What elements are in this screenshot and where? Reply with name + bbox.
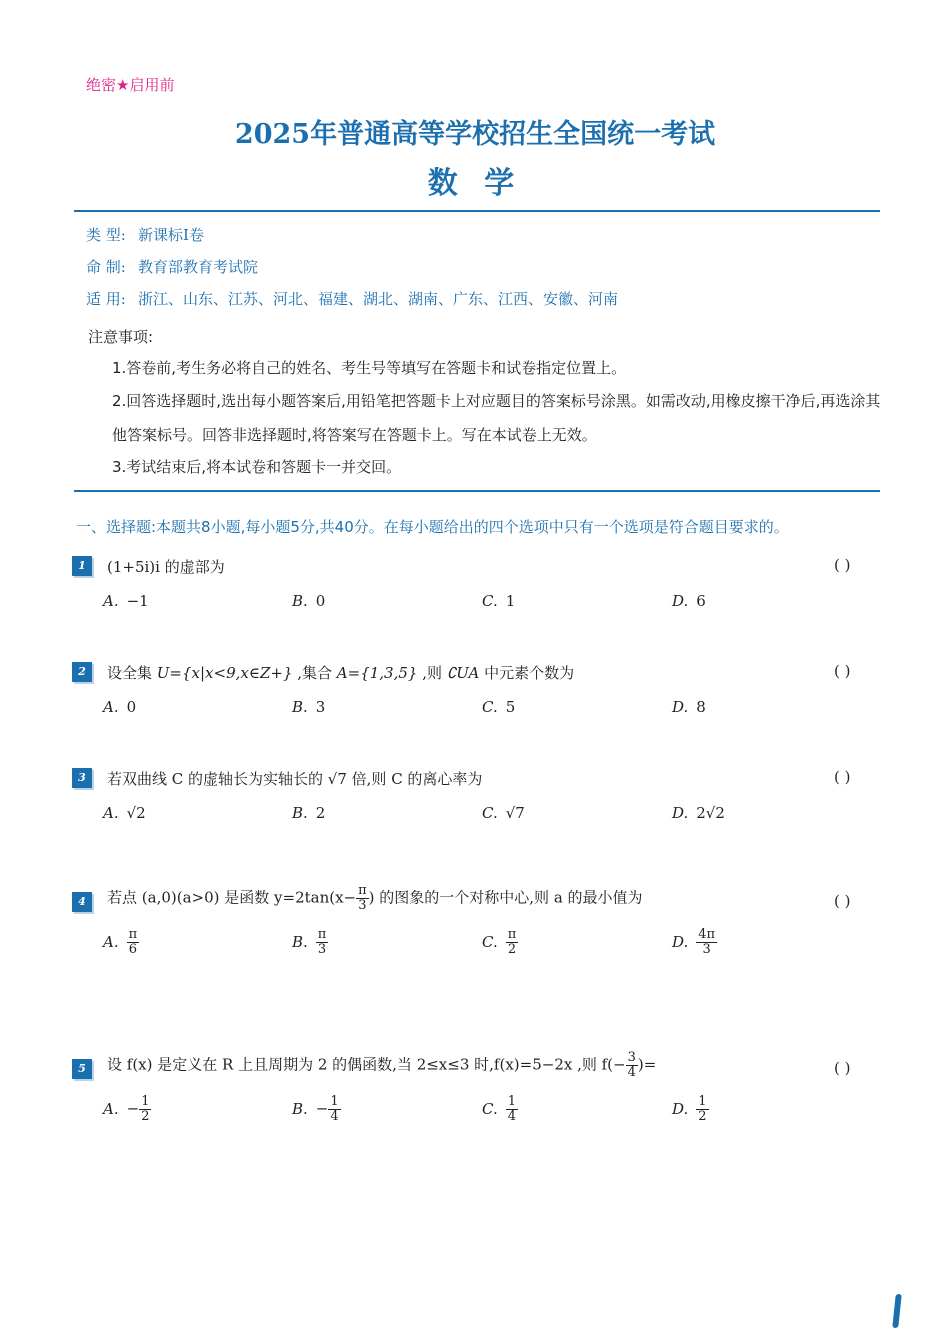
- subject-title: 数 学: [427, 166, 523, 201]
- meta-value: 教育部教育考试院: [138, 258, 259, 276]
- exam-title: 2025年普通高等学校招生全国统一考试: [234, 119, 716, 150]
- option-b: [292, 592, 325, 610]
- answer-bracket: ( ): [834, 1059, 851, 1077]
- option-a: [103, 1095, 151, 1124]
- question-number-badge: 4: [72, 892, 92, 912]
- q2-text-part: ,则: [417, 664, 447, 682]
- fraction-denominator: 4: [330, 1109, 339, 1124]
- option-c: [482, 592, 515, 610]
- option-label: D.: [672, 592, 689, 610]
- meta-key: 类 型:: [86, 226, 126, 244]
- fraction-numerator: π: [358, 883, 367, 898]
- option-a: [103, 928, 139, 957]
- option-value: 1: [505, 592, 516, 610]
- option-d: [672, 804, 725, 822]
- option-d: [672, 1095, 709, 1124]
- question-5-text: [107, 1051, 656, 1080]
- meta-regions: [86, 288, 618, 309]
- option-b: [292, 698, 325, 716]
- fraction-denominator: 3: [317, 942, 327, 957]
- option-value: 6: [696, 592, 706, 610]
- fraction-denominator: 3: [702, 942, 711, 957]
- fraction-numerator: 3: [627, 1050, 636, 1065]
- question-4-text: [107, 884, 643, 913]
- q5-text-part: )=: [637, 1055, 657, 1074]
- fraction-numerator: π: [317, 927, 327, 942]
- notes-title: 注意事项:: [88, 328, 154, 346]
- meta-key: 适 用:: [86, 290, 126, 308]
- question-number-badge: 1: [72, 556, 92, 576]
- fraction-numerator: 1: [698, 1094, 707, 1109]
- option-value: 3: [315, 698, 326, 716]
- answer-bracket: ( ): [834, 892, 851, 910]
- option-label: A.: [103, 698, 119, 716]
- option-d: [672, 698, 706, 716]
- option-b: [292, 804, 325, 822]
- option-b: [292, 928, 328, 957]
- option-fraction: [506, 1095, 518, 1124]
- fraction-denominator: 6: [128, 942, 138, 957]
- note-item-2: [112, 384, 882, 452]
- meta-author: [86, 256, 258, 277]
- option-label: C.: [482, 804, 498, 822]
- fraction-numerator: 1: [507, 1094, 516, 1109]
- q2-set-a: A={1,3,5}: [336, 664, 418, 682]
- option-b: [292, 1095, 341, 1124]
- option-c: [482, 698, 515, 716]
- option-label: B.: [292, 1099, 308, 1118]
- option-value: −1: [126, 592, 149, 610]
- q5-text-part: 设 f(x) 是定义在 R 上且周期为 2 的偶函数,当 2≤x≤3 时,f(x)=5−2x ,则 f(−: [107, 1055, 626, 1074]
- option-label: D.: [672, 1099, 689, 1118]
- q2-text-part: ,集合: [292, 664, 337, 682]
- fraction-denominator: 3: [358, 898, 367, 913]
- q4-fraction: [356, 884, 369, 913]
- section-heading: 一、选择题:本题共8小题,每小题5分,共40分。在每小题给出的四个选项中只有一个选项是符合题目要求的。: [76, 518, 789, 536]
- fraction-numerator: 1: [330, 1094, 339, 1109]
- confidential-label: 绝密★启用前: [86, 76, 175, 94]
- option-value: 0: [315, 592, 326, 610]
- question-2-text: [107, 662, 574, 683]
- meta-value: 新课标Ⅰ卷: [138, 226, 204, 244]
- option-value: 2√2: [696, 804, 725, 822]
- note-item-3: 3.考试结束后,将本试卷和答题卡一并交回。: [112, 458, 402, 476]
- fraction-numerator: 1: [141, 1094, 150, 1109]
- note-item-2-text: 2.回答选择题时,选出每小题答案后,用铅笔把答题卡上对应题目的答案标号涂黑。如需改动,用橡皮擦干净后,再选涂其他答案标号。回答非选择题时,将答案写在答题卡上。写在本试卷上无效。: [112, 392, 881, 444]
- fraction-numerator: 4π: [698, 927, 716, 942]
- answer-bracket: ( ): [834, 768, 851, 786]
- option-a: [103, 592, 149, 610]
- option-fraction: [696, 1095, 708, 1124]
- option-label: A.: [103, 1099, 119, 1118]
- fraction-denominator: 2: [698, 1109, 707, 1124]
- option-value: √2: [126, 804, 146, 822]
- option-value: 5: [505, 698, 516, 716]
- question-number-badge: 5: [72, 1059, 92, 1079]
- option-fraction: [127, 928, 140, 957]
- option-value: 8: [696, 698, 706, 716]
- option-sign: −: [315, 1099, 329, 1118]
- divider-bottom: [74, 490, 880, 492]
- page-mark: [892, 1294, 902, 1328]
- q2-complement: ∁UA: [446, 664, 480, 682]
- option-value: 2: [315, 804, 326, 822]
- q2-set-u: U={x|x<9,x∈Z+}: [156, 664, 293, 682]
- option-label: C.: [482, 698, 498, 716]
- fraction-numerator: π: [128, 927, 138, 942]
- option-d: [672, 592, 706, 610]
- option-sign: −: [126, 1099, 140, 1118]
- question-number-badge: 3: [72, 768, 92, 788]
- option-a: [103, 698, 136, 716]
- option-label: C.: [482, 932, 498, 951]
- meta-key: 命 制:: [86, 258, 126, 276]
- option-a: [103, 804, 146, 822]
- option-fraction: [139, 1095, 151, 1124]
- option-fraction: [316, 928, 329, 957]
- option-fraction: [506, 928, 519, 957]
- answer-bracket: ( ): [834, 556, 851, 574]
- option-c: [482, 928, 518, 957]
- fraction-numerator: π: [507, 927, 517, 942]
- option-label: A.: [103, 804, 119, 822]
- option-fraction: [328, 1095, 340, 1124]
- question-3-text: 若双曲线 C 的虚轴长为实轴长的 √7 倍,则 C 的离心率为: [107, 770, 483, 788]
- option-value: 0: [126, 698, 137, 716]
- option-label: C.: [482, 1099, 498, 1118]
- fraction-denominator: 2: [507, 942, 517, 957]
- answer-bracket: ( ): [834, 662, 851, 680]
- divider-top: [74, 210, 880, 212]
- option-label: B.: [292, 592, 308, 610]
- option-label: B.: [292, 804, 308, 822]
- option-c: [482, 1095, 518, 1124]
- option-c: [482, 804, 525, 822]
- question-number-badge: 2: [72, 662, 92, 682]
- option-label: A.: [103, 932, 119, 951]
- q4-text-part: 若点 (a,0)(a>0) 是函数 y=2tan(x−: [107, 888, 357, 907]
- option-d: [672, 928, 717, 957]
- option-label: B.: [292, 698, 308, 716]
- q2-text-part: 中元素个数为: [479, 664, 575, 682]
- fraction-denominator: 4: [507, 1109, 516, 1124]
- question-1-text: (1+5i)i 的虚部为: [107, 558, 225, 576]
- option-label: D.: [672, 698, 689, 716]
- option-value: √7: [505, 804, 525, 822]
- option-fraction: [696, 928, 717, 957]
- q2-text-part: 设全集: [107, 664, 157, 682]
- meta-type: [86, 224, 204, 245]
- fraction-denominator: 4: [627, 1065, 636, 1080]
- q4-text-part: ) 的图象的一个对称中心,则 a 的最小值为: [368, 888, 643, 907]
- option-label: B.: [292, 932, 308, 951]
- q5-fraction: [626, 1051, 638, 1080]
- option-label: C.: [482, 592, 498, 610]
- meta-value: 浙江、山东、江苏、河北、福建、湖北、湖南、广东、江西、安徽、河南: [138, 290, 619, 308]
- option-label: D.: [672, 932, 689, 951]
- fraction-denominator: 2: [141, 1109, 150, 1124]
- note-item-1: 1.答卷前,考生务必将自己的姓名、考生号等填写在答题卡和试卷指定位置上。: [112, 359, 627, 377]
- option-label: A.: [103, 592, 119, 610]
- option-label: D.: [672, 804, 689, 822]
